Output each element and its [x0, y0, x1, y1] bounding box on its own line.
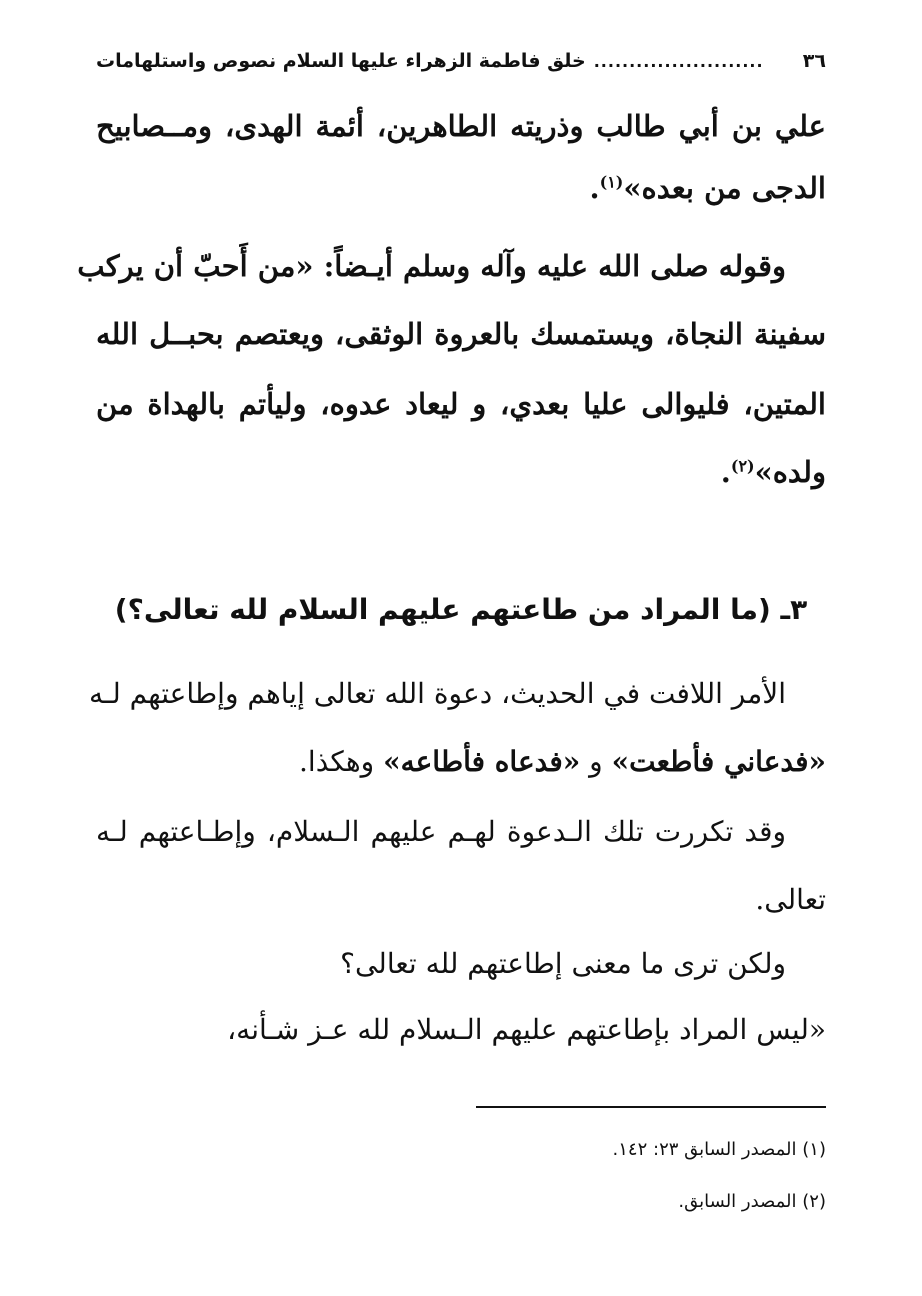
paragraph-4-line-2: تعالى. — [755, 883, 826, 916]
conjunction: و — [580, 745, 612, 778]
paragraph-5 — [96, 930, 826, 1000]
quote-fadaani: «فدعاني فأطعت» — [611, 745, 826, 778]
footnote-ref-2: (٢) — [730, 456, 755, 476]
paragraph-3-line-2-end: وهكذا. — [299, 745, 384, 778]
leader-dots: ........................ — [593, 51, 764, 71]
paragraph-3-line-1: الأمر اللافت في الحديث، دعوة الله تعالى إياهم وإطاعتهم لـه — [89, 677, 786, 710]
paragraph-2-line-4-end: . — [720, 455, 731, 489]
paragraph-2 — [77, 236, 826, 506]
page-number: ٣٦ — [802, 50, 826, 72]
header-title-group — [96, 50, 764, 72]
footnotes — [96, 1130, 826, 1234]
paragraph-3-line-2 — [96, 728, 826, 796]
paragraph-1-line-1: علي بن أبي طالب وذريته الطاهرين، أئمة الهدى، ومــصابيح — [96, 109, 826, 143]
paragraph-1-line-2-text: الدجى من بعده» — [623, 171, 826, 205]
paragraph-2-line-2: سفينة النجاة، ويستمسك بالعروة الوثقى، ويعتصم بحبــل الله — [96, 317, 826, 351]
book-title: خلق فاطمة الزهراء عليها السلام نصوص واستلهامات — [96, 50, 586, 72]
paragraph-2-line-3: المتين، فليوالى عليا بعدي، و ليعاد عدوه، وليأتم بالهداة من — [96, 387, 826, 421]
footnote-1: (١) المصدر السابق ٢٣: ١٤٢. — [612, 1139, 826, 1160]
running-header — [96, 44, 826, 78]
paragraph-5-line-1: ولكن ترى ما معنى إطاعتهم لله تعالى؟ — [340, 947, 786, 980]
paragraph-2-line-1: وقوله صلى الله عليه وآله وسلم أيـضاً: «من أَحبّ أن يركب — [77, 249, 786, 283]
quote-fadaahu: «فدعاه فأطاعه» — [383, 745, 581, 778]
paragraph-3 — [89, 660, 826, 800]
footnote-2: (٢) المصدر السابق. — [678, 1191, 826, 1212]
paragraph-2-line-4-text: ولده» — [754, 455, 826, 489]
footnote-ref-1: (١) — [599, 172, 624, 192]
footnote-divider — [476, 1106, 826, 1108]
paragraph-1-line-2-end: . — [589, 171, 600, 205]
paragraph-6 — [96, 996, 826, 1066]
paragraph-1 — [96, 96, 826, 226]
paragraph-6-line-1: «ليس المراد بإطاعتهم عليهم الـسلام لله عـز شـأنه، — [227, 1013, 826, 1046]
paragraph-1-line-2 — [96, 158, 826, 218]
paragraph-4-line-1: وقد تكررت تلك الـدعوة لهـم عليهم الـسلام، وإطـاعتهم لـه — [96, 815, 786, 848]
section-heading: ٣ـ (ما المراد من طاعتهم عليهم السلام لله تعالى؟) — [114, 593, 808, 626]
paragraph-2-line-4 — [96, 442, 826, 502]
paragraph-4 — [96, 798, 826, 938]
